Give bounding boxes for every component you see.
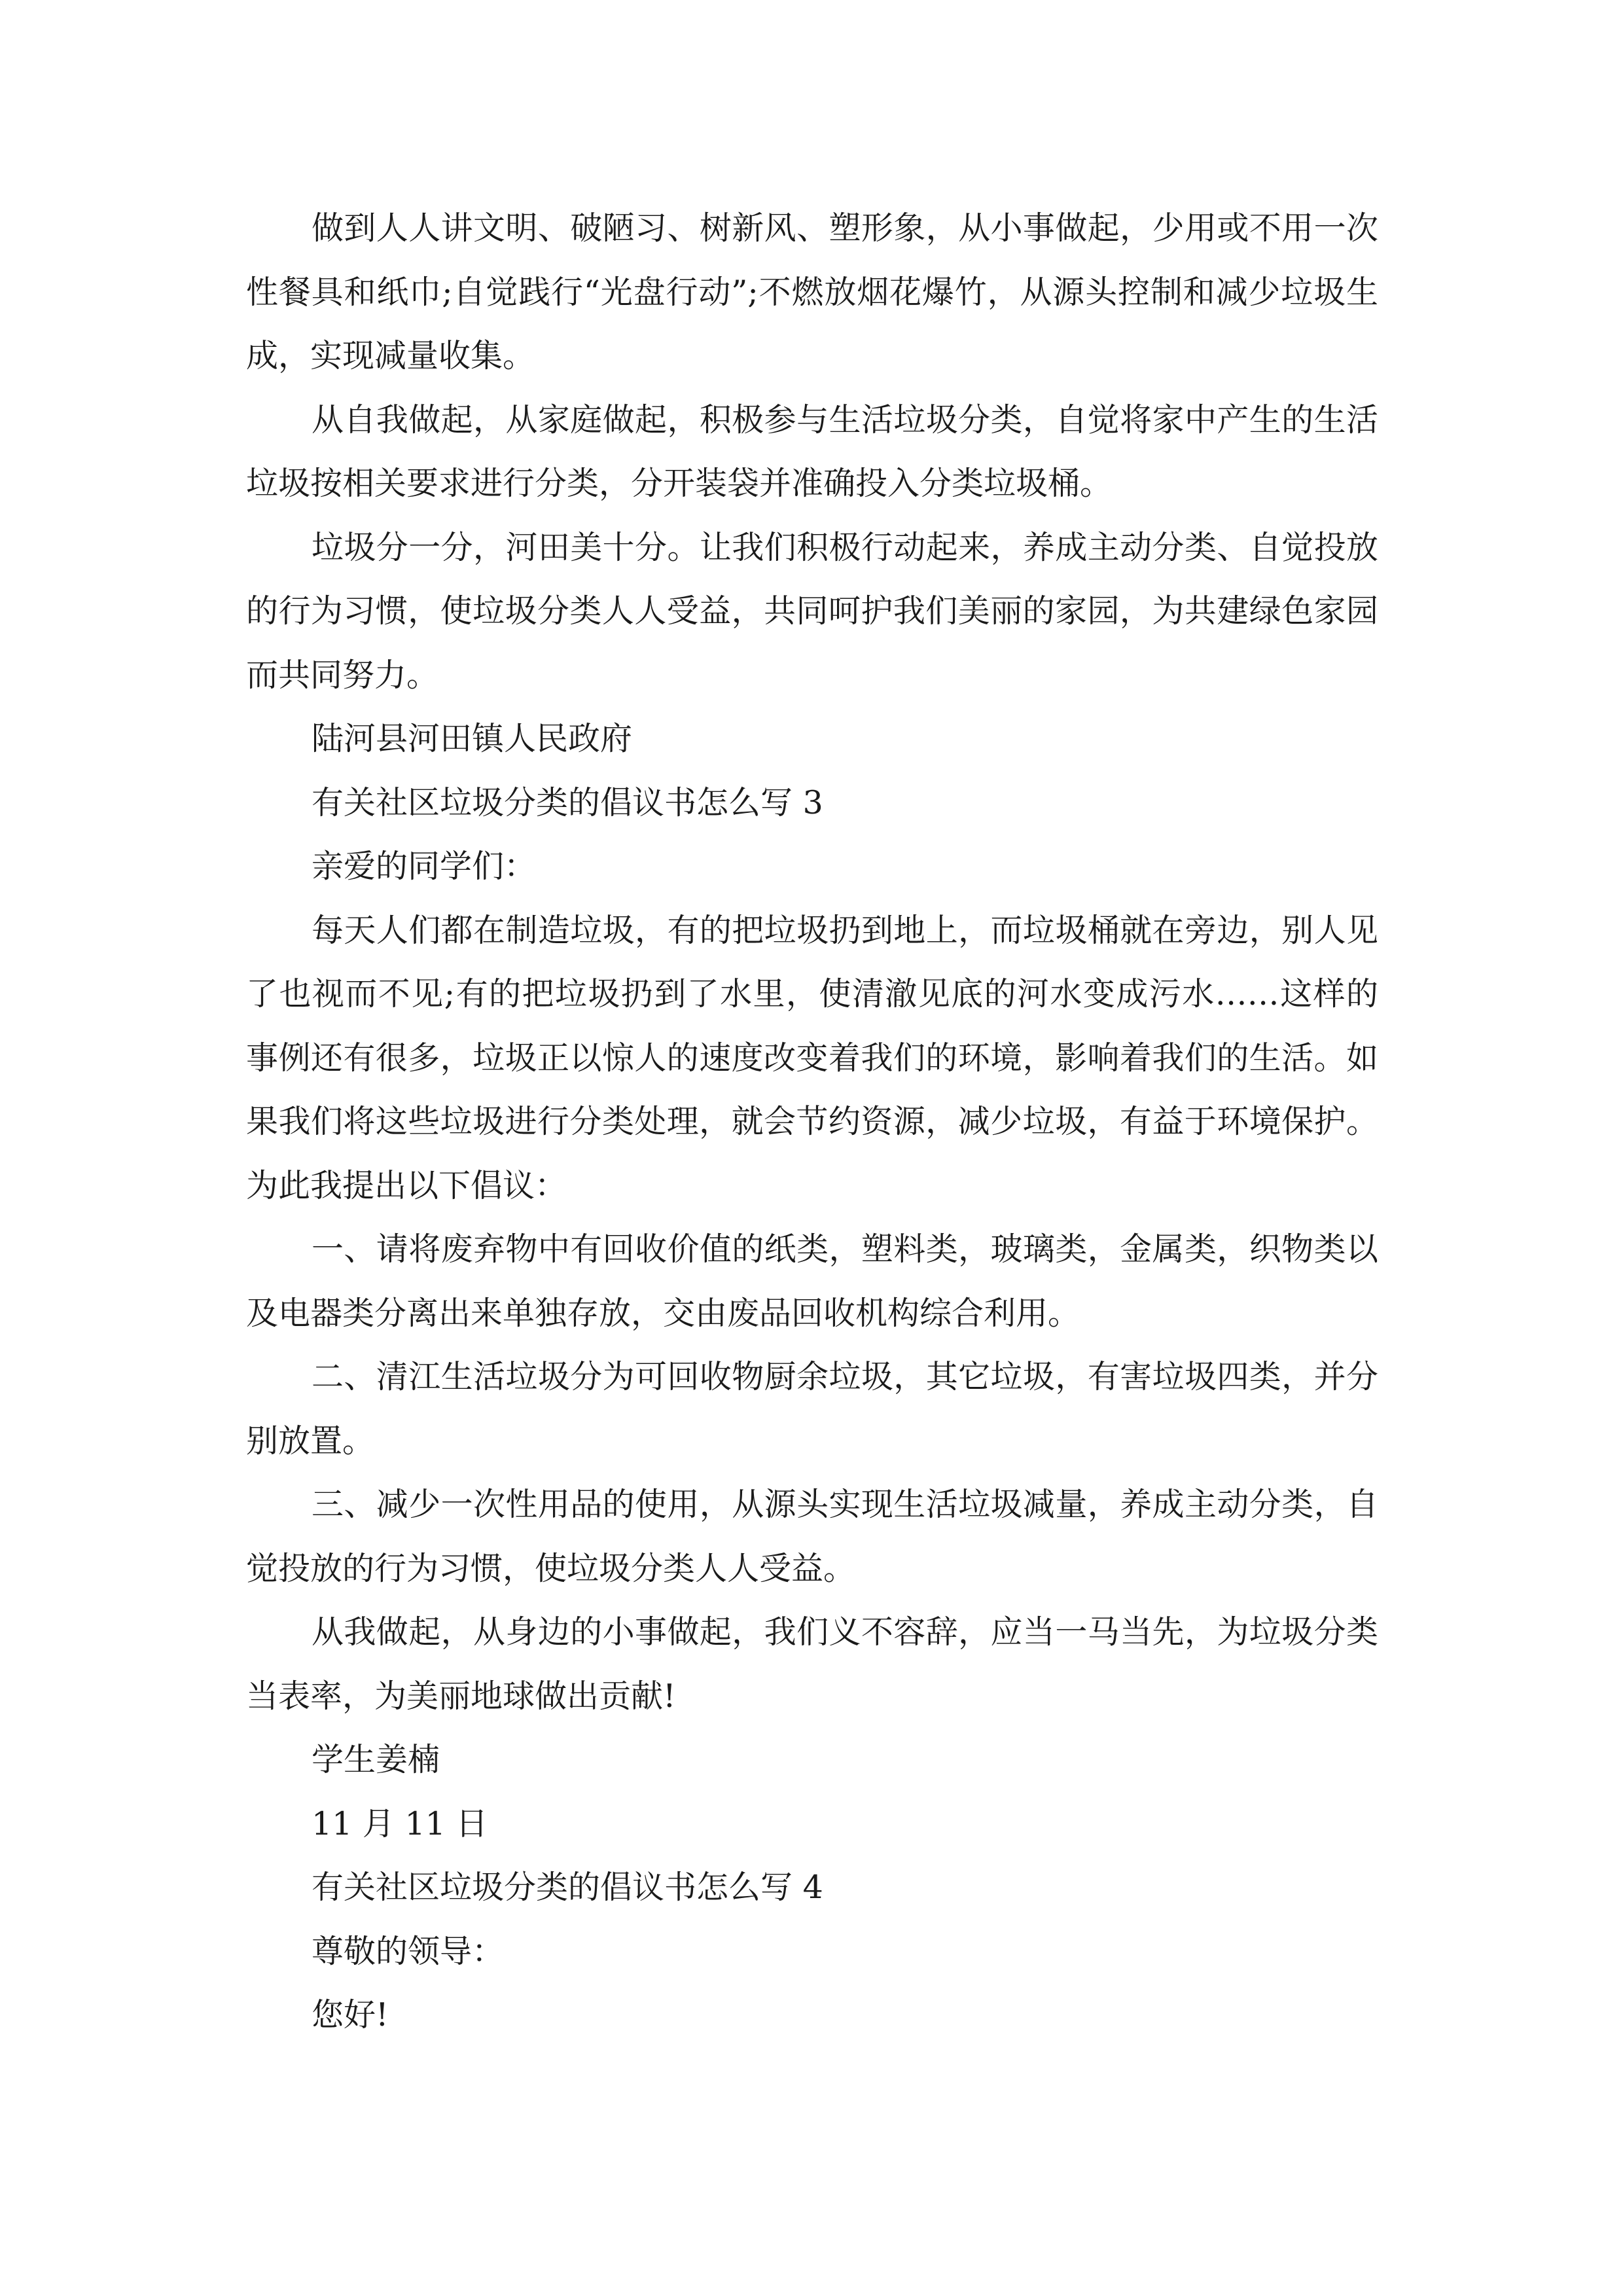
signature-government: 陆河县河田镇人民政府 — [312, 720, 633, 757]
document-body — [246, 196, 1378, 2047]
signature-date: 11 月 11 日 — [312, 1804, 488, 1842]
paragraph-closing: 从我做起，从身边的小事做起，我们义不容辞，应当一马当先，为垃圾分类当表率，为美丽地球做出贡献! — [246, 1613, 1378, 1715]
section-heading-4: 有关社区垃圾分类的倡议书怎么写 4 — [312, 1869, 823, 1906]
section-heading-3: 有关社区垃圾分类的倡议书怎么写 3 — [312, 783, 823, 821]
signature-student: 学生姜楠 — [312, 1741, 440, 1778]
greeting: 您好! — [312, 1996, 389, 2034]
salutation-students: 亲爱的同学们： — [312, 848, 537, 885]
paragraph-reduce-waste: 做到人人讲文明、破陋习、树新风、塑形象，从小事做起，少用或不用一次性餐具和纸巾;自觉践行“光盘行动”;不燃放烟花爆竹，从源头控制和减少垃圾生成，实现减量收集。 — [246, 209, 1378, 374]
paragraph-proposal-1: 一、请将废弃物中有回收价值的纸类，塑料类，玻璃类，金属类，织物类以及电器类分离出来单独存放，交由废品回收机构综合利用。 — [246, 1230, 1378, 1332]
paragraph-call-to-action: 垃圾分一分，河田美十分。让我们积极行动起来，养成主动分类、自觉投放的行为习惯，使垃圾分类人人受益，共同呵护我们美丽的家园，为共建绿色家园而共同努力。 — [246, 528, 1378, 694]
paragraph-family-sorting: 从自我做起，从家庭做起，积极参与生活垃圾分类，自觉将家中产生的生活垃圾按相关要求进行分类，分开装袋并准确投入分类垃圾桶。 — [246, 401, 1378, 502]
salutation-leaders: 尊敬的领导： — [312, 1932, 505, 1970]
paragraph-proposal-3: 三、减少一次性用品的使用，从源头实现生活垃圾减量，养成主动分类，自觉投放的行为习惯，使垃圾分类人人受益。 — [246, 1486, 1378, 1587]
paragraph-intro-problem: 每天人们都在制造垃圾，有的把垃圾扔到地上，而垃圾桶就在旁边，别人见了也视而不见;有的把垃圾扔到了水里，使清澈见底的河水变成污水……这样的事例还有很多，垃圾正以惊人的速度改变着我们的环境，影响着我们的生活。如果我们将这些垃圾进行分类处理，就会节约资源，减少垃圾，有益于环境保护。为此我提出以下倡议： — [246, 911, 1378, 1204]
paragraph-proposal-2: 二、清江生活垃圾分为可回收物厨余垃圾，其它垃圾，有害垃圾四类，并分别放置。 — [246, 1358, 1378, 1460]
